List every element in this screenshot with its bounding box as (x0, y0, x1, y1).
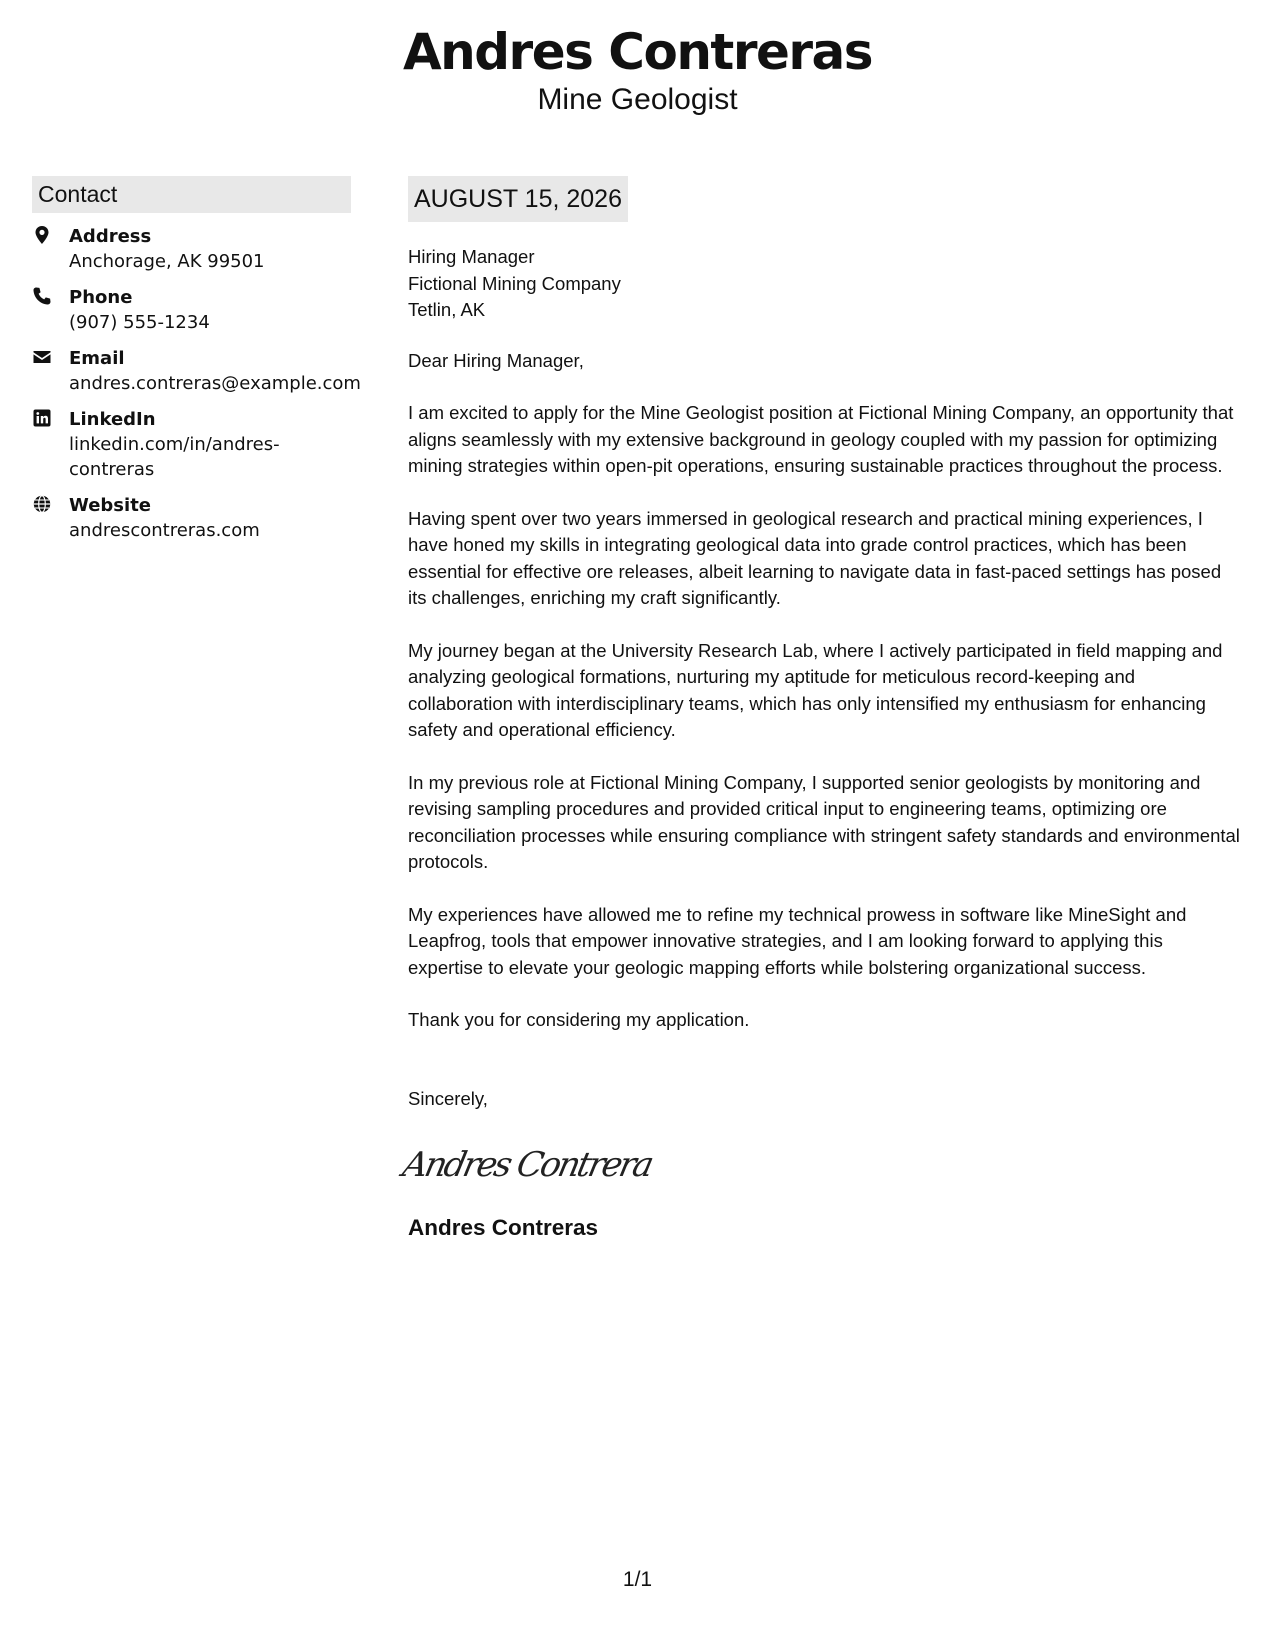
signer-name: Andres Contreras (408, 1215, 599, 1240)
closing: Sincerely, (408, 1087, 488, 1109)
recipient-line: Hiring Manager (408, 246, 535, 267)
applicant-name: Andres Contreras (402, 23, 873, 81)
letter-body (399, 176, 1240, 1242)
contact-value: Anchorage, AK 99501 (69, 251, 265, 272)
contact-label: Website (69, 495, 152, 516)
envelope-icon (32, 347, 52, 367)
contact-item-website (32, 493, 351, 543)
document-header (0, 22, 1275, 118)
contact-item-address (32, 224, 351, 274)
letter-paragraph: My experiences have allowed me to refine my technical prowess in software like MineSight and Leapfrog, tools that empower innovative strategies, and I am looking forward to applying this expertise to elevate your geologic mapping efforts while bolstering organizational success. (408, 903, 1187, 978)
contact-sidebar (32, 176, 361, 543)
contact-label: LinkedIn (69, 409, 156, 430)
recipient-line: Fictional Mining Company (408, 272, 621, 294)
contact-section-title: Contact (32, 176, 351, 213)
contact-item-linkedin (32, 407, 351, 482)
salutation: Dear Hiring Manager, (408, 349, 584, 371)
contact-label: Address (69, 226, 152, 247)
letter-paragraph: I am excited to apply for the Mine Geologist position at Fictional Mining Company, an opportunity that aligns seamlessly with my extensive background in geology coupled with my passion for optimizing mining strategies within open-pit operations, ensuring sustainable practices throughout the process. (408, 402, 1234, 476)
letter-paragraph: Having spent over two years immersed in geological research and practical mining experiences, I have honed my skills in integrating geological data into grade control practices, which has been essential for effective ore releases, albeit learning to navigate data in fast-paced settings has posed its challenges, enriching my craft significantly. (408, 507, 1222, 608)
globe-icon (32, 494, 52, 514)
contact-value[interactable]: andres.contreras@example.com (69, 373, 361, 394)
page-indicator: 1/1 (622, 1568, 653, 1591)
letter-paragraph: My journey began at the University Research Lab, where I actively participated in field mapping and analyzing geological formations, nurturing my aptitude for meticulous record-keeping and collaboration with interdisciplinary teams, which has only intensified my enthusiasm for enhancing safety and operational efficiency. (408, 639, 1223, 740)
handwritten-signature (399, 1134, 1240, 1192)
contact-label: Phone (69, 287, 133, 308)
letter-paragraph: Thank you for considering my application. (408, 1009, 750, 1030)
letter-paragraph: In my previous role at Fictional Mining Company, I supported senior geologists by monitoring and revising sampling procedures and provided critical input to engineering teams, optimizing ore reconciliation processes while ensuring compliance with stringent safety standards and environmental protocols. (408, 771, 1240, 872)
linkedin-icon (32, 408, 52, 428)
map-pin-icon (32, 225, 52, 245)
contact-value[interactable]: andrescontreras.com (69, 520, 260, 541)
recipient-block (408, 244, 1240, 324)
contact-value[interactable]: linkedin.com/in/andres-contreras (69, 434, 280, 480)
letter-date: AUGUST 15, 2026 (408, 176, 628, 222)
job-title: Mine Geologist (537, 83, 738, 116)
contact-value: (907) 555-1234 (69, 312, 210, 333)
contact-label: Email (69, 348, 125, 369)
svg-text:Andres Contrera: Andres Contrera (399, 1145, 658, 1185)
contact-item-phone (32, 285, 351, 335)
recipient-line: Tetlin, AK (408, 299, 486, 320)
phone-icon (32, 286, 52, 306)
contact-item-email (32, 346, 361, 396)
